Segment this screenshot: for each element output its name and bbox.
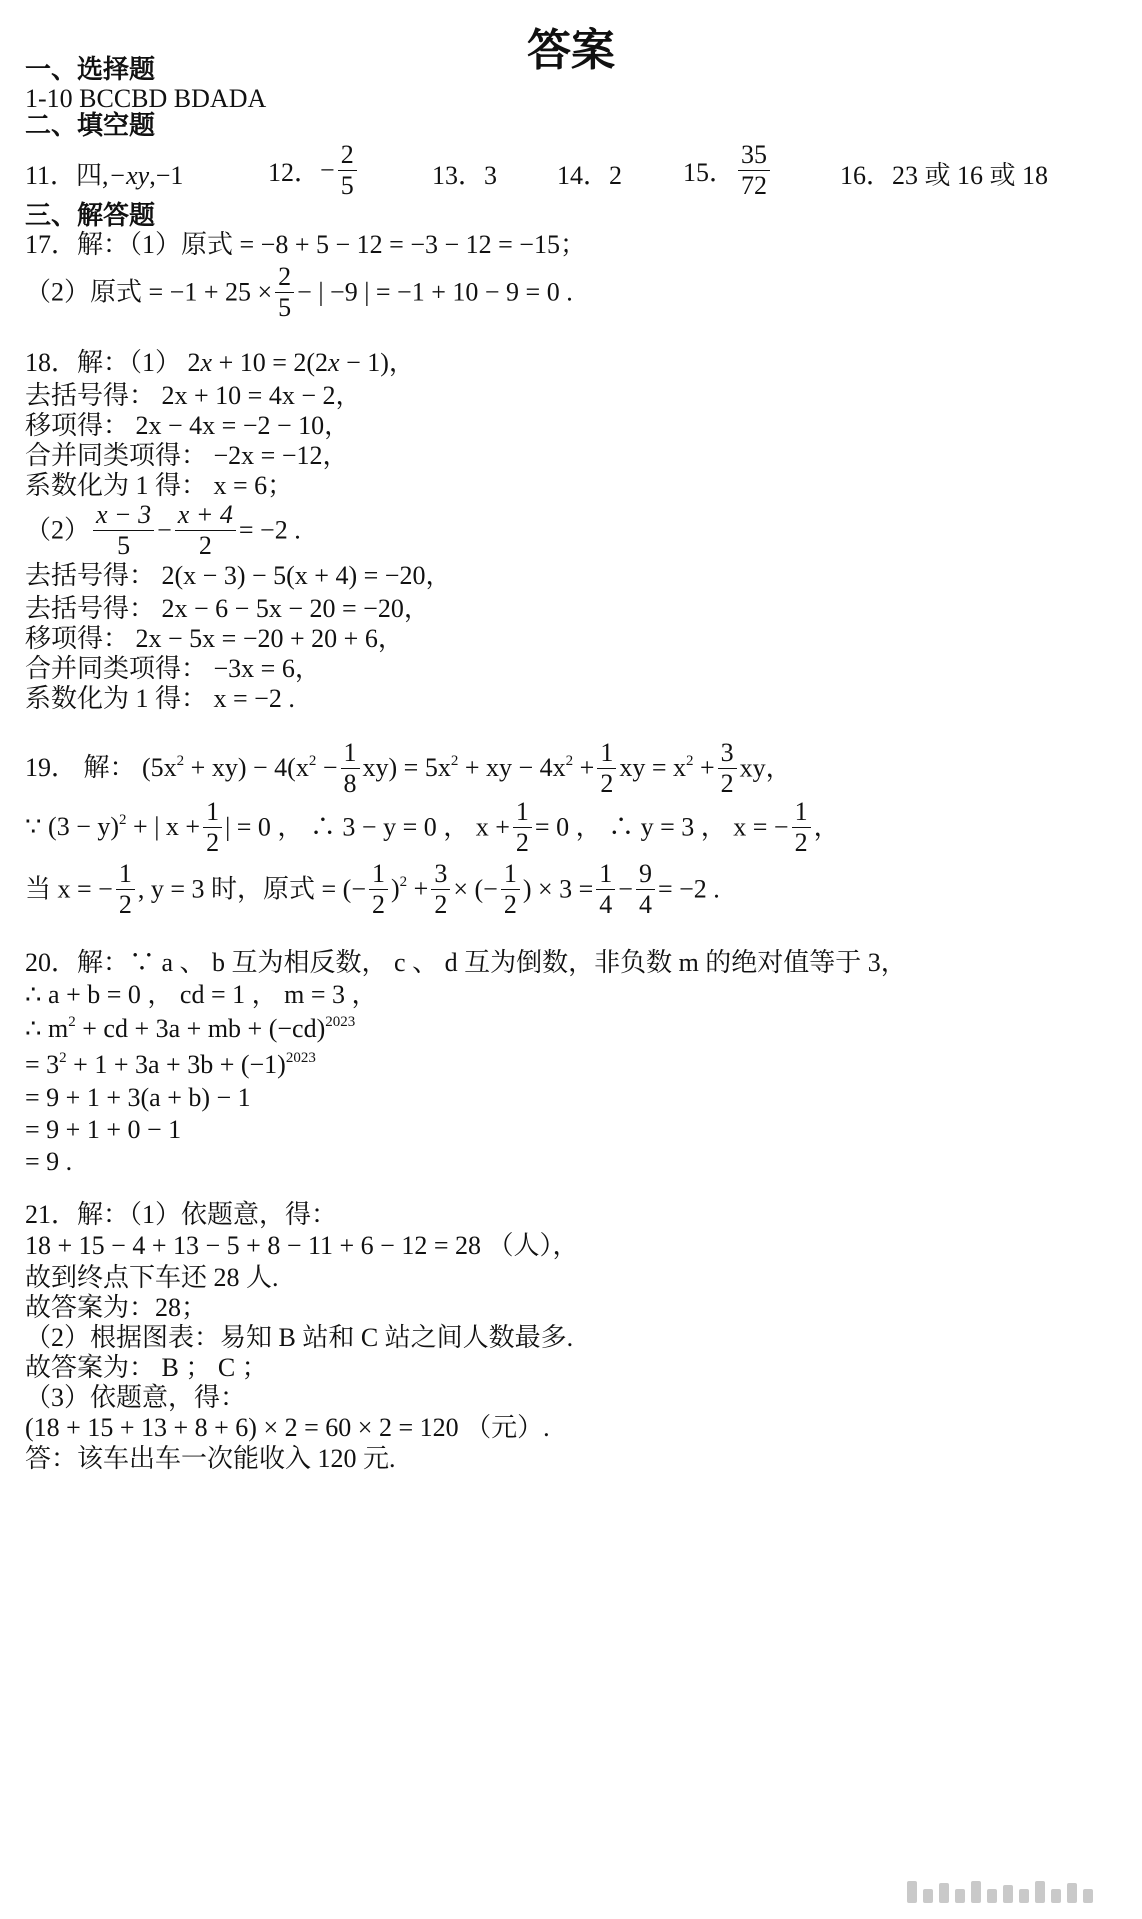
q20-line-7: = 9 . [25,1147,73,1176]
page-title: 答案 [527,25,615,76]
q20-line-4: = $3^2 + 1 + 3a + 3b + (-1)^{2023}$ [25,1050,316,1079]
q17-line-1: 17．解：（1）原式 = −8 + 5 − 12 = −3 − 12 = −15； [25,230,586,259]
q20-line-1: 20．解：∵ a 、 b 互为相反数， c 、 d 互为倒数，非负数 m 的绝对值等于 3， [25,948,907,977]
q21-line-5: （2）根据图表：易知 B 站和 C 站之间人数最多. [25,1323,574,1352]
q18-line-1: 18．解：（1） 2x + 10 = 2(2x − 1)， [25,348,415,377]
q18-line-2: 去括号得： 2x + 10 = 4x − 2， [25,381,362,410]
choice-answers: 1-10 BCCBD BDADA [25,84,267,113]
fill-q11: 11．四,−xy,−1 [25,161,184,190]
q19-line-3: 当 x = − $\frac{1}{2}$ , y = 3 时，原式 = (− $\frac{1}{2}$ )$^2$ + $\frac{3}{2}$ × (− $\frac{1}{2}$ ) × 3 = $\frac{1}{4}$ − $\frac{9}{4}$ = −2 . [25,859,720,919]
section-solve: 三、解答题 [25,201,156,231]
q20-line-6: = 9 + 1 + 0 − 1 [25,1115,182,1144]
q18-line-10: 合并同类项得： −3x = 6， [25,654,321,683]
q21-line-3: 故到终点下车还 28 人. [25,1263,279,1292]
q18-line-6: （2） $\frac{x - 3}{5}$ − $\frac{x + 4}{2}$ = −2 . [25,500,301,560]
q18-line-8: 去括号得： 2x − 6 − 5x − 20 = −20， [25,594,430,623]
q20-line-2: ∴ a + b = 0 ， cd = 1 ， m = 3 ， [25,980,378,1009]
watermark-icon [907,1877,1122,1903]
section-fill: 二、填空题 [25,111,156,141]
fill-q13: 13．3 [432,161,498,190]
q18-line-7: 去括号得： 2(x − 3) − 5(x + 4) = −20， [25,561,452,590]
q21-line-9: 答：该车出车一次能收入 120 元. [25,1444,396,1473]
q21-line-8: (18 + 15 + 13 + 8 + 6) × 2 = 60 × 2 = 120 （元）. [25,1413,550,1442]
q18-line-11: 系数化为 1 得： x = −2 . [25,684,295,713]
q21-line-6: 故答案为： B ； C ； [25,1353,268,1382]
q18-line-5: 系数化为 1 得： x = 6； [25,471,294,500]
q21-line-7: （3）依题意，得： [25,1383,247,1412]
fill-q15: 15． $\frac{35}{72}$ [683,140,773,201]
q18-line-9: 移项得： 2x − 5x = −20 + 20 + 6， [25,624,404,653]
fill-q16: 16．23 或 16 或 18 [840,161,1049,190]
q21-line-4: 故答案为：28； [25,1293,208,1322]
q20-line-5: = 9 + 1 + 3(a + b) − 1 [25,1083,251,1112]
q18-line-3: 移项得： 2x − 4x = −2 − 10， [25,411,351,440]
q21-line-2: 18 + 15 − 4 + 13 − 5 + 8 − 11 + 6 − 12 = 28 （人）， [25,1231,579,1260]
q20-line-3: ∴ $m^2$ + cd + 3a + mb + $(-cd)^{2023}$ [25,1014,356,1043]
q19-line-1: 19． 解： $(5x^2 + xy) - 4(x^2$ − $\frac{1}{8}$ $xy) = 5x^2$ + xy − $4x^2$ + $\frac{1}{2}$ xy = $x^2$ + $\frac{3}{2}$ xy， [25,738,792,798]
section-choice: 一、选择题 [25,55,156,85]
fill-q12: 12．− $\frac{2}{5}$ [268,140,360,201]
q19-line-2: ∵ $(3 - y)^2$ + | x + $\frac{1}{2}$ | = 0 ， ∴ 3 − y = 0 ， x + $\frac{1}{2}$ = 0 ， ∴ y = 3 ， x = − $\frac{1}{2}$ ， [25,797,840,857]
q17-line-2: （2）原式 = −1 + 25 × $\frac{2}{5}$ − | −9 | = −1 + 10 − 9 = 0 . [25,262,573,322]
fill-q14: 14．2 [557,161,623,190]
q21-line-1: 21．解：（1）依题意，得： [25,1200,338,1229]
q18-line-4: 合并同类项得： −2x = −12， [25,441,349,470]
